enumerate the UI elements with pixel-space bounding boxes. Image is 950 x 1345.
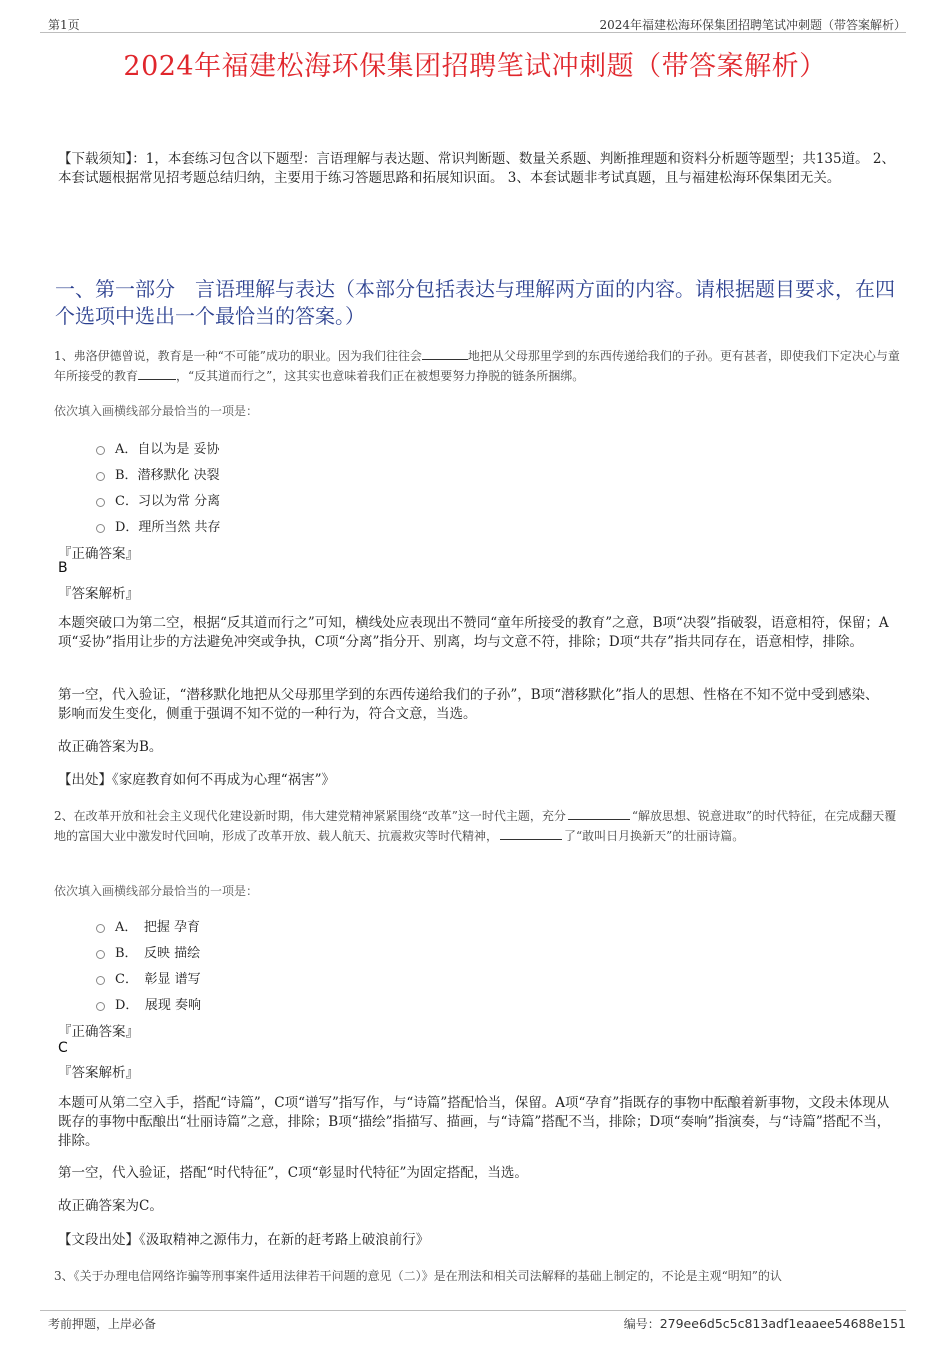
correct-answer: B	[58, 560, 68, 576]
option-c[interactable]: C． 彰显 谱写	[96, 964, 201, 990]
correct-answer: C	[58, 1040, 68, 1056]
question-2-options	[96, 912, 201, 1016]
question-1-prompt: 依次填入画横线部分最恰当的一项是：	[54, 404, 259, 418]
correct-answer-label: 『正确答案』	[58, 1024, 139, 1040]
source-citation: 【文段出处】《汲取精神之源伟力，在新的赶考路上破浪前行》	[58, 1232, 430, 1248]
analysis-paragraph: 本题突破口为第二空，根据“反其道而行之”可知，横线处应表现出不赞同“童年所接受的教育”之意，B项“决裂”指破裂，语意相符，保留；A项“妥协”指用让步的方法避免冲突或争执，C项“分离”指分开、别离，均与文意不符，排除；D项“共存”指共同存在，语意相悖，排除。	[58, 615, 889, 650]
question-1-text: 1、弗洛伊德曾说，教育是一种“不可能”成功的职业。因为我们往往会 地把从父母那里学到的东西传递给我们的子孙。更有甚者，即使我们下定决心与童年所接受的教育 ，“反其道而行之”，这其实也意味着我们正在被想要努力挣脱的链条所捆绑。	[54, 346, 902, 386]
analysis-paragraph: 第一空，代入验证，搭配“时代特征”，C项“彰显时代特征”为固定搭配，当选。	[58, 1165, 528, 1181]
question-1-options	[96, 434, 221, 538]
footer-slogan: 考前押题，上岸必备	[48, 1317, 157, 1331]
radio-icon[interactable]	[96, 976, 105, 985]
radio-icon[interactable]	[96, 924, 105, 933]
blank-2	[500, 826, 562, 840]
blank-1	[568, 806, 630, 820]
radio-icon[interactable]	[96, 524, 105, 533]
analysis-paragraph: 本题可从第二空入手，搭配“诗篇”，C项“谱写”指写作，与“诗篇”搭配恰当，保留。A项“孕育”指既存的事物中酝酿着新事物，文段未体现从既存的事物中酝酿出“壮丽诗篇”之意，排除；B项“描绘”指描写、描画，与“诗篇”搭配不当，排除；D项“奏响”指演奏，与“诗篇”搭配不当，排除。	[58, 1095, 891, 1149]
radio-icon[interactable]	[96, 1002, 105, 1011]
conclusion: 故正确答案为C。	[58, 1198, 163, 1214]
section-heading: 一、第一部分 言语理解与表达（本部分包括表达与理解两方面的内容。请根据题目要求，在四个选项中选出一个最恰当的答案。）	[55, 277, 895, 328]
option-c[interactable]: C．习以为常 分离	[96, 486, 221, 512]
question-2-prompt: 依次填入画横线部分最恰当的一项是：	[54, 884, 259, 898]
radio-icon[interactable]	[96, 446, 105, 455]
analysis-label: 『答案解析』	[58, 586, 139, 602]
radio-icon[interactable]	[96, 950, 105, 959]
option-a[interactable]: A． 把握 孕育	[96, 912, 201, 938]
document-code: 编号：279ee6d5c5c813adf1eaaee54688e151	[623, 1316, 906, 1331]
source-citation: 【出处】《家庭教育如何不再成为心理“祸害”》	[58, 772, 336, 788]
option-b[interactable]: B．潜移默化 决裂	[96, 460, 221, 486]
header-doc-title: 2024年福建松海环保集团招聘笔试冲刺题（带答案解析）	[599, 18, 906, 32]
conclusion: 故正确答案为B。	[58, 739, 163, 755]
option-a[interactable]: A．自以为是 妥协	[96, 434, 221, 460]
analysis-paragraph: 第一空，代入验证，“潜移默化地把从父母那里学到的东西传递给我们的子孙”，B项“潜移默化”指人的思想、性格在不知不觉中受到感染、影响而发生变化，侧重于强调不知不觉的一种行为，符合文意，当选。	[58, 687, 879, 722]
page-header	[40, 14, 906, 33]
option-d[interactable]: D．理所当然 共存	[96, 512, 221, 538]
blank-1	[422, 346, 468, 360]
page-footer	[40, 1310, 906, 1333]
blank-2	[138, 366, 176, 380]
option-b[interactable]: B． 反映 描绘	[96, 938, 201, 964]
radio-icon[interactable]	[96, 498, 105, 507]
correct-answer-label: 『正确答案』	[58, 546, 139, 562]
option-d[interactable]: D． 展现 奏响	[96, 990, 201, 1016]
page-number: 第1页	[48, 18, 80, 32]
analysis-label: 『答案解析』	[58, 1065, 139, 1081]
question-2-text: 2、在改革开放和社会主义现代化建设新时期，伟大建党精神紧紧围绕“改革”这一时代主题，充分 “解放思想、锐意进取”的时代特征，在完成翻天覆地的富国大业中激发时代回响，形成了改革开放、载人航天、抗震救灾等时代精神， 了“敢叫日月换新天”的壮丽诗篇。	[54, 806, 902, 846]
question-3-text: 3、《关于办理电信网络诈骗等刑事案件适用法律若干问题的意见（二）》是在刑法和相关司法解释的基础上制定的，不论是主观“明知”的认	[54, 1269, 782, 1283]
radio-icon[interactable]	[96, 472, 105, 481]
page-title: 2024年福建松海环保集团招聘笔试冲刺题（带答案解析）	[123, 51, 827, 82]
download-notice: 【下载须知】：1，本套练习包含以下题型：言语理解与表达题、常识判断题、数量关系题、判断推理题和资料分析题等题型；共135道。 2、本套试题根据常见招考题总结归纳，主要用于练习答题思路和拓展知识面。 3、本套试题非考试真题，且与福建松海环保集团无关。	[58, 151, 895, 186]
